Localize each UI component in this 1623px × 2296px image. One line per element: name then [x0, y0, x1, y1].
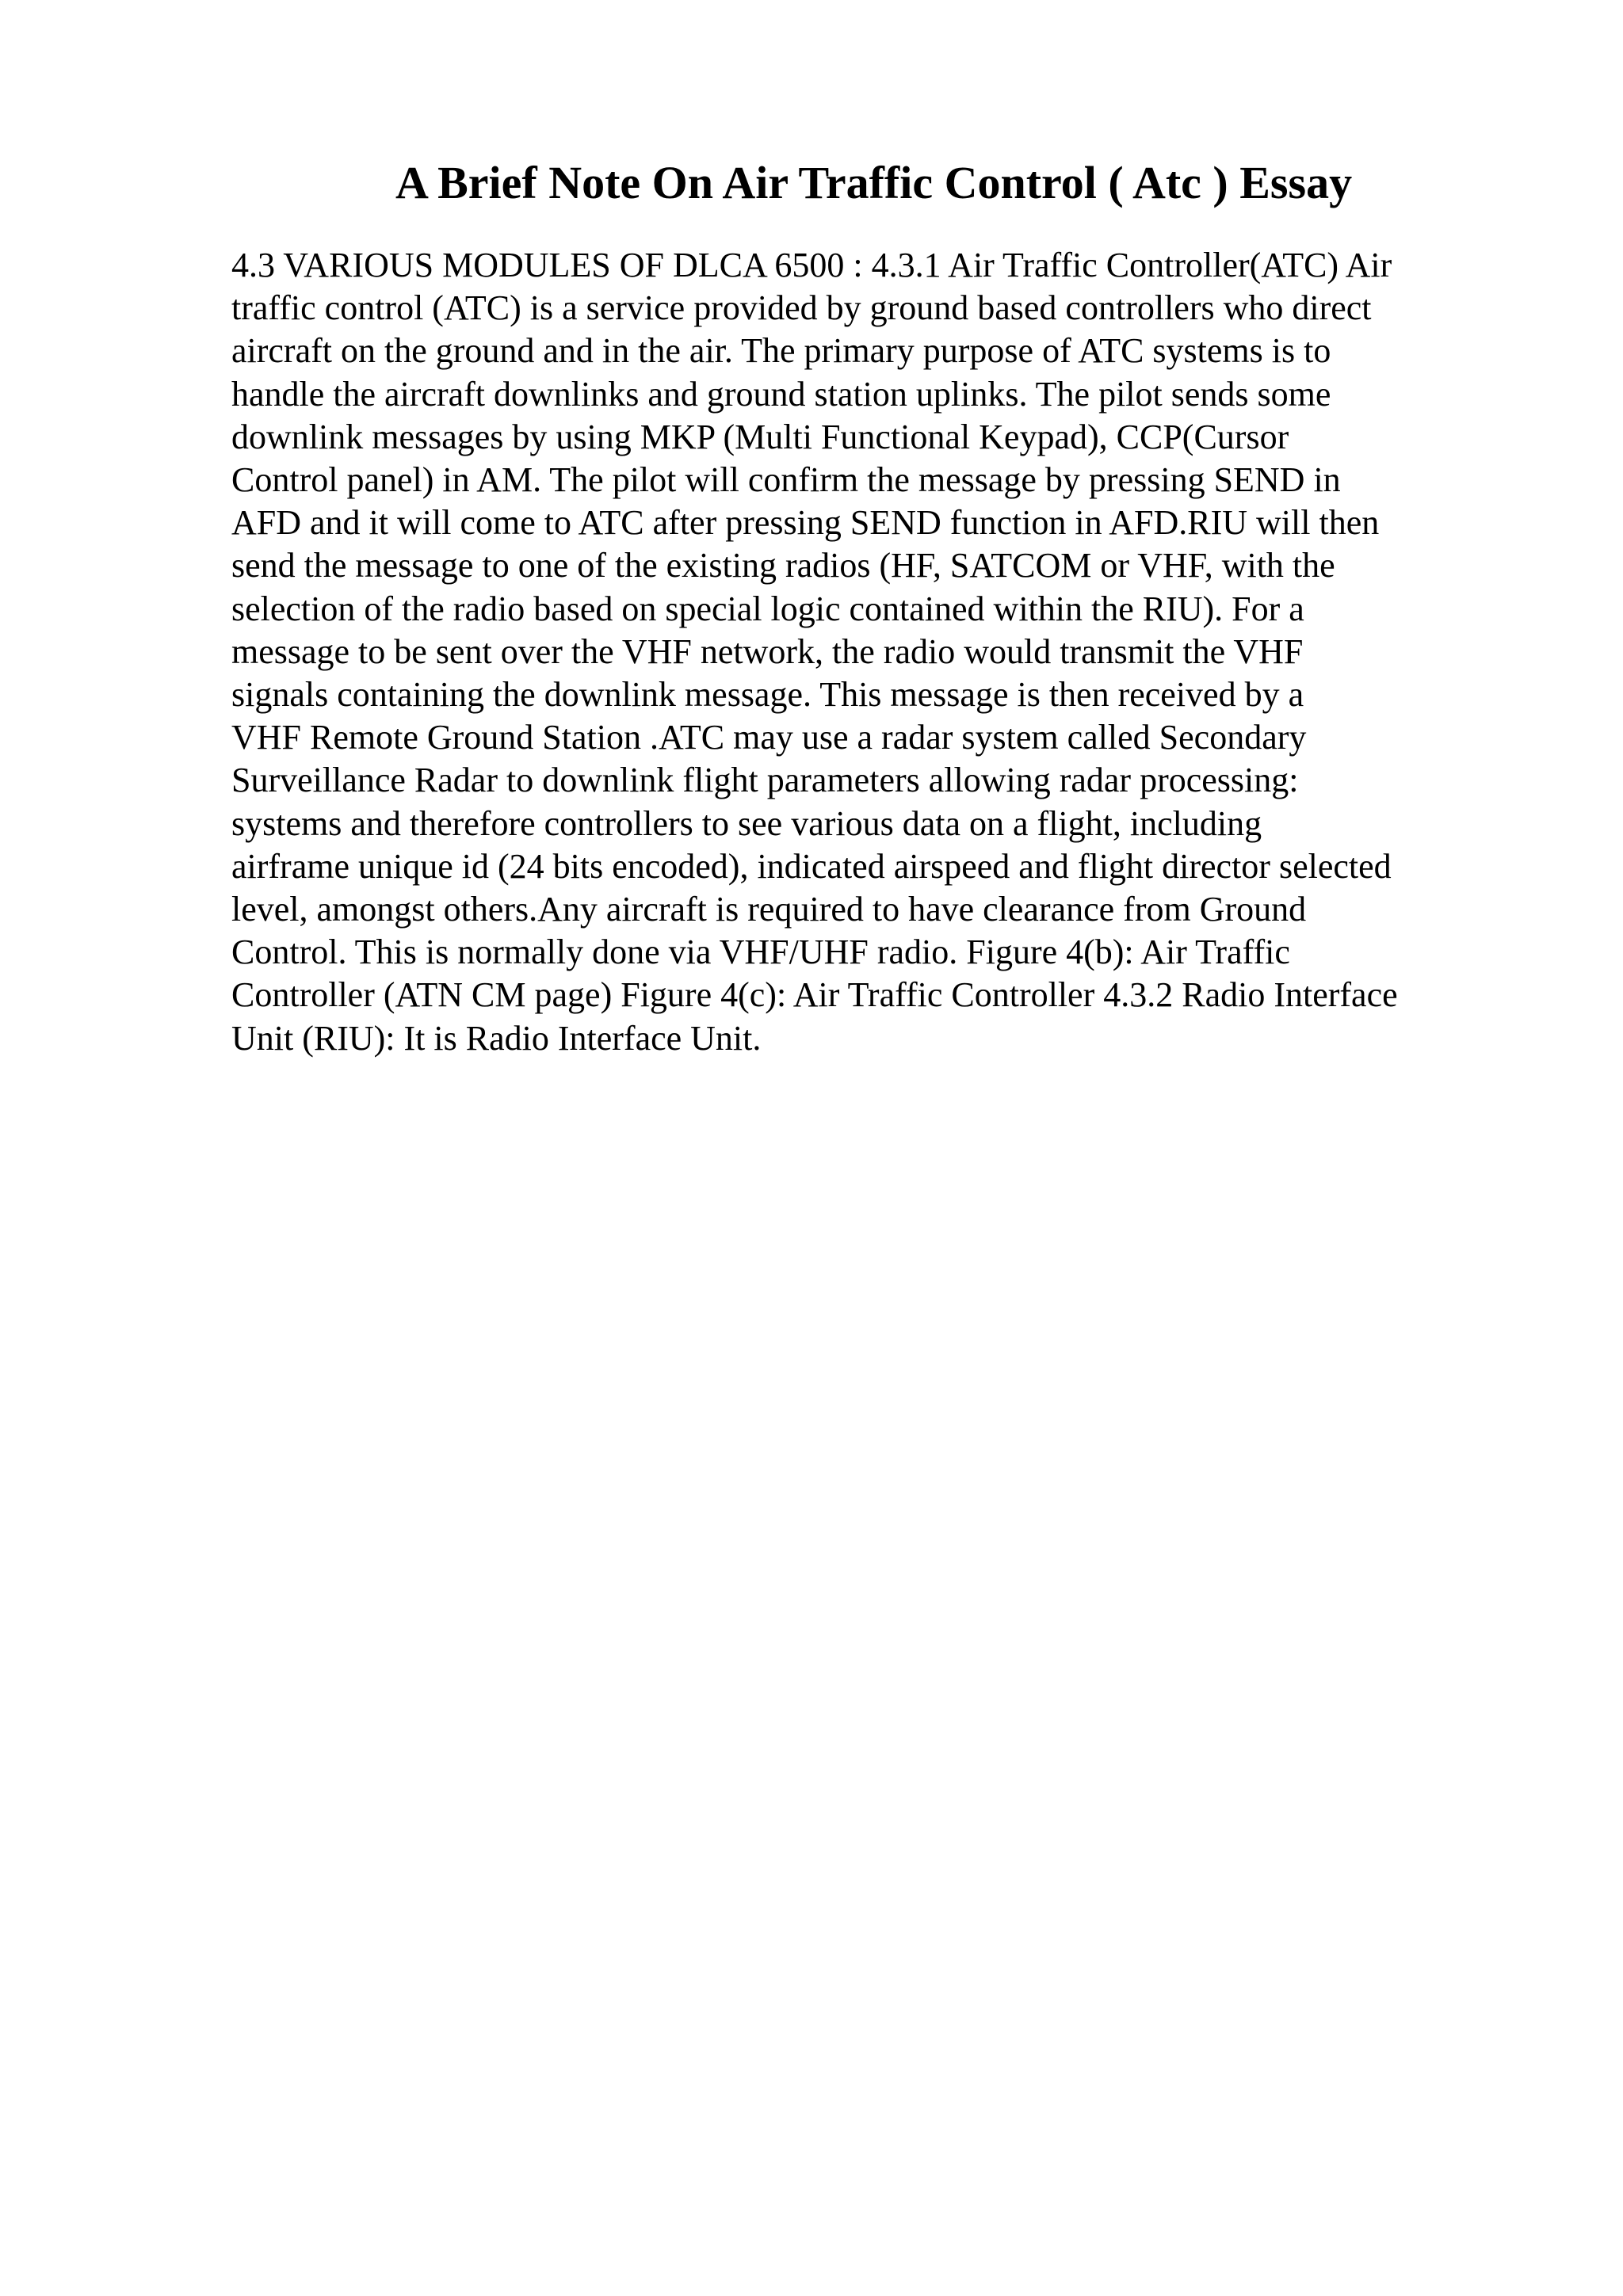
- body-line: airframe unique id (24 bits encoded), indicated airspeed and flight director selected: [231, 846, 1392, 886]
- body-line: signals containing the downlink message. This message is then received by a: [231, 675, 1304, 715]
- body-line: handle the aircraft downlinks and ground station uplinks. The pilot sends some: [231, 374, 1331, 414]
- body-line: 4.3 VARIOUS MODULES OF DLCA 6500 : 4.3.1 Air Traffic Controller(ATC) Air: [231, 246, 1392, 284]
- body-line: level, amongst others.Any aircraft is required to have clearance from Ground: [231, 890, 1307, 929]
- body-line: selection of the radio based on special logic contained within the RIU). For a: [231, 589, 1304, 628]
- body-line: Control. This is normally done via VHF/UHF radio. Figure 4(b): Air Traffic: [231, 933, 1290, 972]
- body-line: systems and therefore controllers to see various data on a flight, including: [231, 803, 1262, 843]
- document-title: A Brief Note On Air Traffic Control ( Atc ) Essay: [395, 157, 1353, 208]
- body-line: Surveillance Radar to downlink flight parameters allowing radar processing:: [231, 761, 1299, 800]
- body-line: traffic control (ATC) is a service provided by ground based controllers who direct: [231, 288, 1372, 328]
- body-line: message to be sent over the VHF network, the radio would transmit the VHF: [231, 631, 1304, 671]
- document-body: [231, 244, 1484, 1060]
- body-line: VHF Remote Ground Station .ATC may use a radar system called Secondary: [231, 718, 1307, 757]
- body-line: AFD and it will come to ATC after pressing SEND function in AFD.RIU will then: [231, 503, 1380, 543]
- body-line: Unit (RIU): It is Radio Interface Unit.: [231, 1018, 762, 1058]
- body-line: Controller (ATN CM page) Figure 4(c): Air Traffic Controller 4.3.2 Radio Interface: [231, 975, 1398, 1015]
- body-line: Control panel) in AM. The pilot will confirm the message by pressing SEND in: [231, 460, 1341, 500]
- body-line: aircraft on the ground and in the air. The primary purpose of ATC systems is to: [231, 331, 1331, 371]
- body-line: downlink messages by using MKP (Multi Functional Keypad), CCP(Cursor: [231, 417, 1289, 456]
- body-line: send the message to one of the existing radios (HF, SATCOM or VHF, with the: [231, 546, 1335, 585]
